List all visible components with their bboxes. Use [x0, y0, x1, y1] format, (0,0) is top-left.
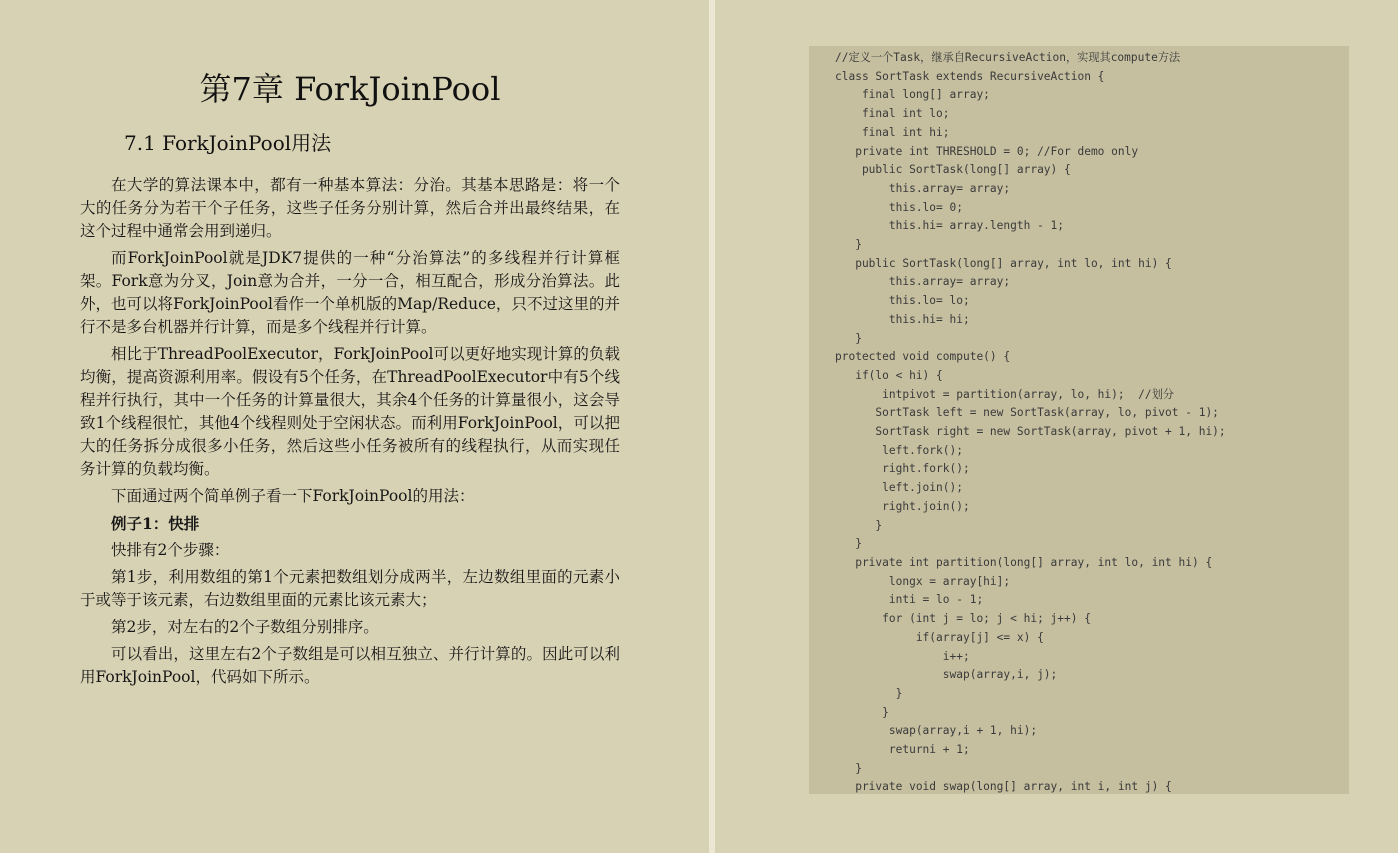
code-line: i++;: [835, 649, 970, 663]
code-line: for (int j = lo; j < hi; j++) {: [835, 612, 1091, 626]
code-line: public SortTask(long[] array, int lo, int hi) {: [835, 256, 1172, 270]
code-line: longx = array[hi];: [835, 574, 1011, 588]
code-line: returni + 1;: [835, 743, 970, 757]
code-line: this.array= array;: [835, 275, 1011, 289]
example-heading: 例子1：快排: [111, 514, 200, 533]
code-line: if(array[j] <= x) {: [835, 630, 1044, 644]
chapter-title: 第7章 ForkJoinPool: [199, 70, 501, 108]
code-line: }: [835, 761, 862, 775]
paragraph-quicksort-steps: 快排有2个步骤：: [111, 541, 230, 559]
code-line: left.fork();: [835, 443, 963, 457]
code-line: class SortTask extends RecursiveAction {: [835, 69, 1105, 83]
code-block: [809, 46, 1349, 794]
code-line: final long[] array;: [835, 88, 990, 102]
code-line: }: [835, 537, 862, 551]
code-line: this.lo= 0;: [835, 200, 963, 214]
paragraph-code-intro: 可以看出，这里左右2个子数组是可以相互独立、并行计算的。因此可以利用ForkJoinPool，代码如下所示。: [80, 645, 620, 686]
code-line: this.array= array;: [835, 181, 1011, 195]
code-line: //定义一个Task，继承自RecursiveAction，实现其compute方法: [835, 51, 1181, 64]
paragraph-forkjoin-intro: 而ForkJoinPool就是JDK7提供的一种“分治算法”的多线程并行计算框架。Fork意为分叉，Join意为合并，一分一合，相互配合，形成分治算法。此外，也可以将ForkJoinPool看作一个单机版的Map/Reduce，只不过这里的并行不是多台机器并行计算，而是多个线程并行计算。: [80, 249, 620, 336]
code-line: public SortTask(long[] array) {: [835, 163, 1071, 177]
code-line: right.fork();: [835, 462, 970, 476]
code-line: }: [835, 518, 883, 532]
code-line: SortTask left = new SortTask(array, lo, pivot - 1);: [835, 406, 1219, 420]
code-line: intpivot = partition(array, lo, hi); //划分: [835, 387, 1174, 401]
code-line: this.hi= hi;: [835, 312, 970, 326]
code-line: final int lo;: [835, 107, 950, 121]
code-line: swap(array,i, j);: [835, 668, 1058, 682]
code-line: if(lo < hi) {: [835, 368, 943, 382]
code-line: private void swap(long[] array, int i, int j) {: [835, 780, 1172, 794]
code-line: SortTask right = new SortTask(array, pivot + 1, hi);: [835, 425, 1226, 439]
code-line: swap(array,i + 1, hi);: [835, 724, 1038, 738]
code-line: inti = lo - 1;: [835, 593, 984, 607]
code-line: right.join();: [835, 499, 970, 513]
code-line: final int hi;: [835, 125, 950, 139]
code-line: }: [835, 705, 889, 719]
code-listing: [809, 46, 1349, 794]
paragraph-load-balance: 相比于ThreadPoolExecutor，ForkJoinPool可以更好地实现计算的负载均衡，提高资源利用率。假设有5个任务，在ThreadPoolExecutor中有5个线程并行执行，其中一个任务的计算量很大，其余4个任务的计算量很小，这会导致1个线程很忙，其他4个线程则处于空闲状态。而利用ForkJoinPool，可以把大的任务拆分成很多小任务，然后这些小任务被所有的线程执行，从而实现任务计算的负载均衡。: [80, 345, 620, 478]
paragraph-examples-intro: 下面通过两个简单例子看一下ForkJoinPool的用法：: [111, 487, 475, 505]
body-text: [80, 174, 620, 693]
paragraph-step-1: 第1步，利用数组的第1个元素把数组划分成两半，左边数组里面的元素小于或等于该元素，右边数组里面的元素比该元素大；: [80, 568, 620, 609]
code-line: }: [835, 238, 862, 252]
code-line: private int THRESHOLD = 0; //For demo only: [835, 144, 1139, 158]
code-line: protected void compute() {: [835, 350, 1011, 364]
code-line: left.join();: [835, 481, 963, 495]
paragraph-divide-and-conquer: 在大学的算法课本中，都有一种基本算法：分治。其基本思路是：将一个大的任务分为若干个子任务，这些子任务分别计算，然后合并出最终结果，在这个过程中通常会用到递归。: [80, 176, 620, 240]
paragraph-step-2: 第2步，对左右的2个子数组分别排序。: [111, 618, 379, 636]
code-line: private int partition(long[] array, int lo, int hi) {: [835, 555, 1213, 569]
code-line: }: [835, 331, 862, 345]
code-line: }: [835, 686, 903, 700]
right-page: [715, 0, 1398, 853]
section-title: 7.1 ForkJoinPool用法: [124, 131, 332, 155]
code-line: this.hi= array.length - 1;: [835, 219, 1065, 233]
code-line: this.lo= lo;: [835, 294, 970, 308]
